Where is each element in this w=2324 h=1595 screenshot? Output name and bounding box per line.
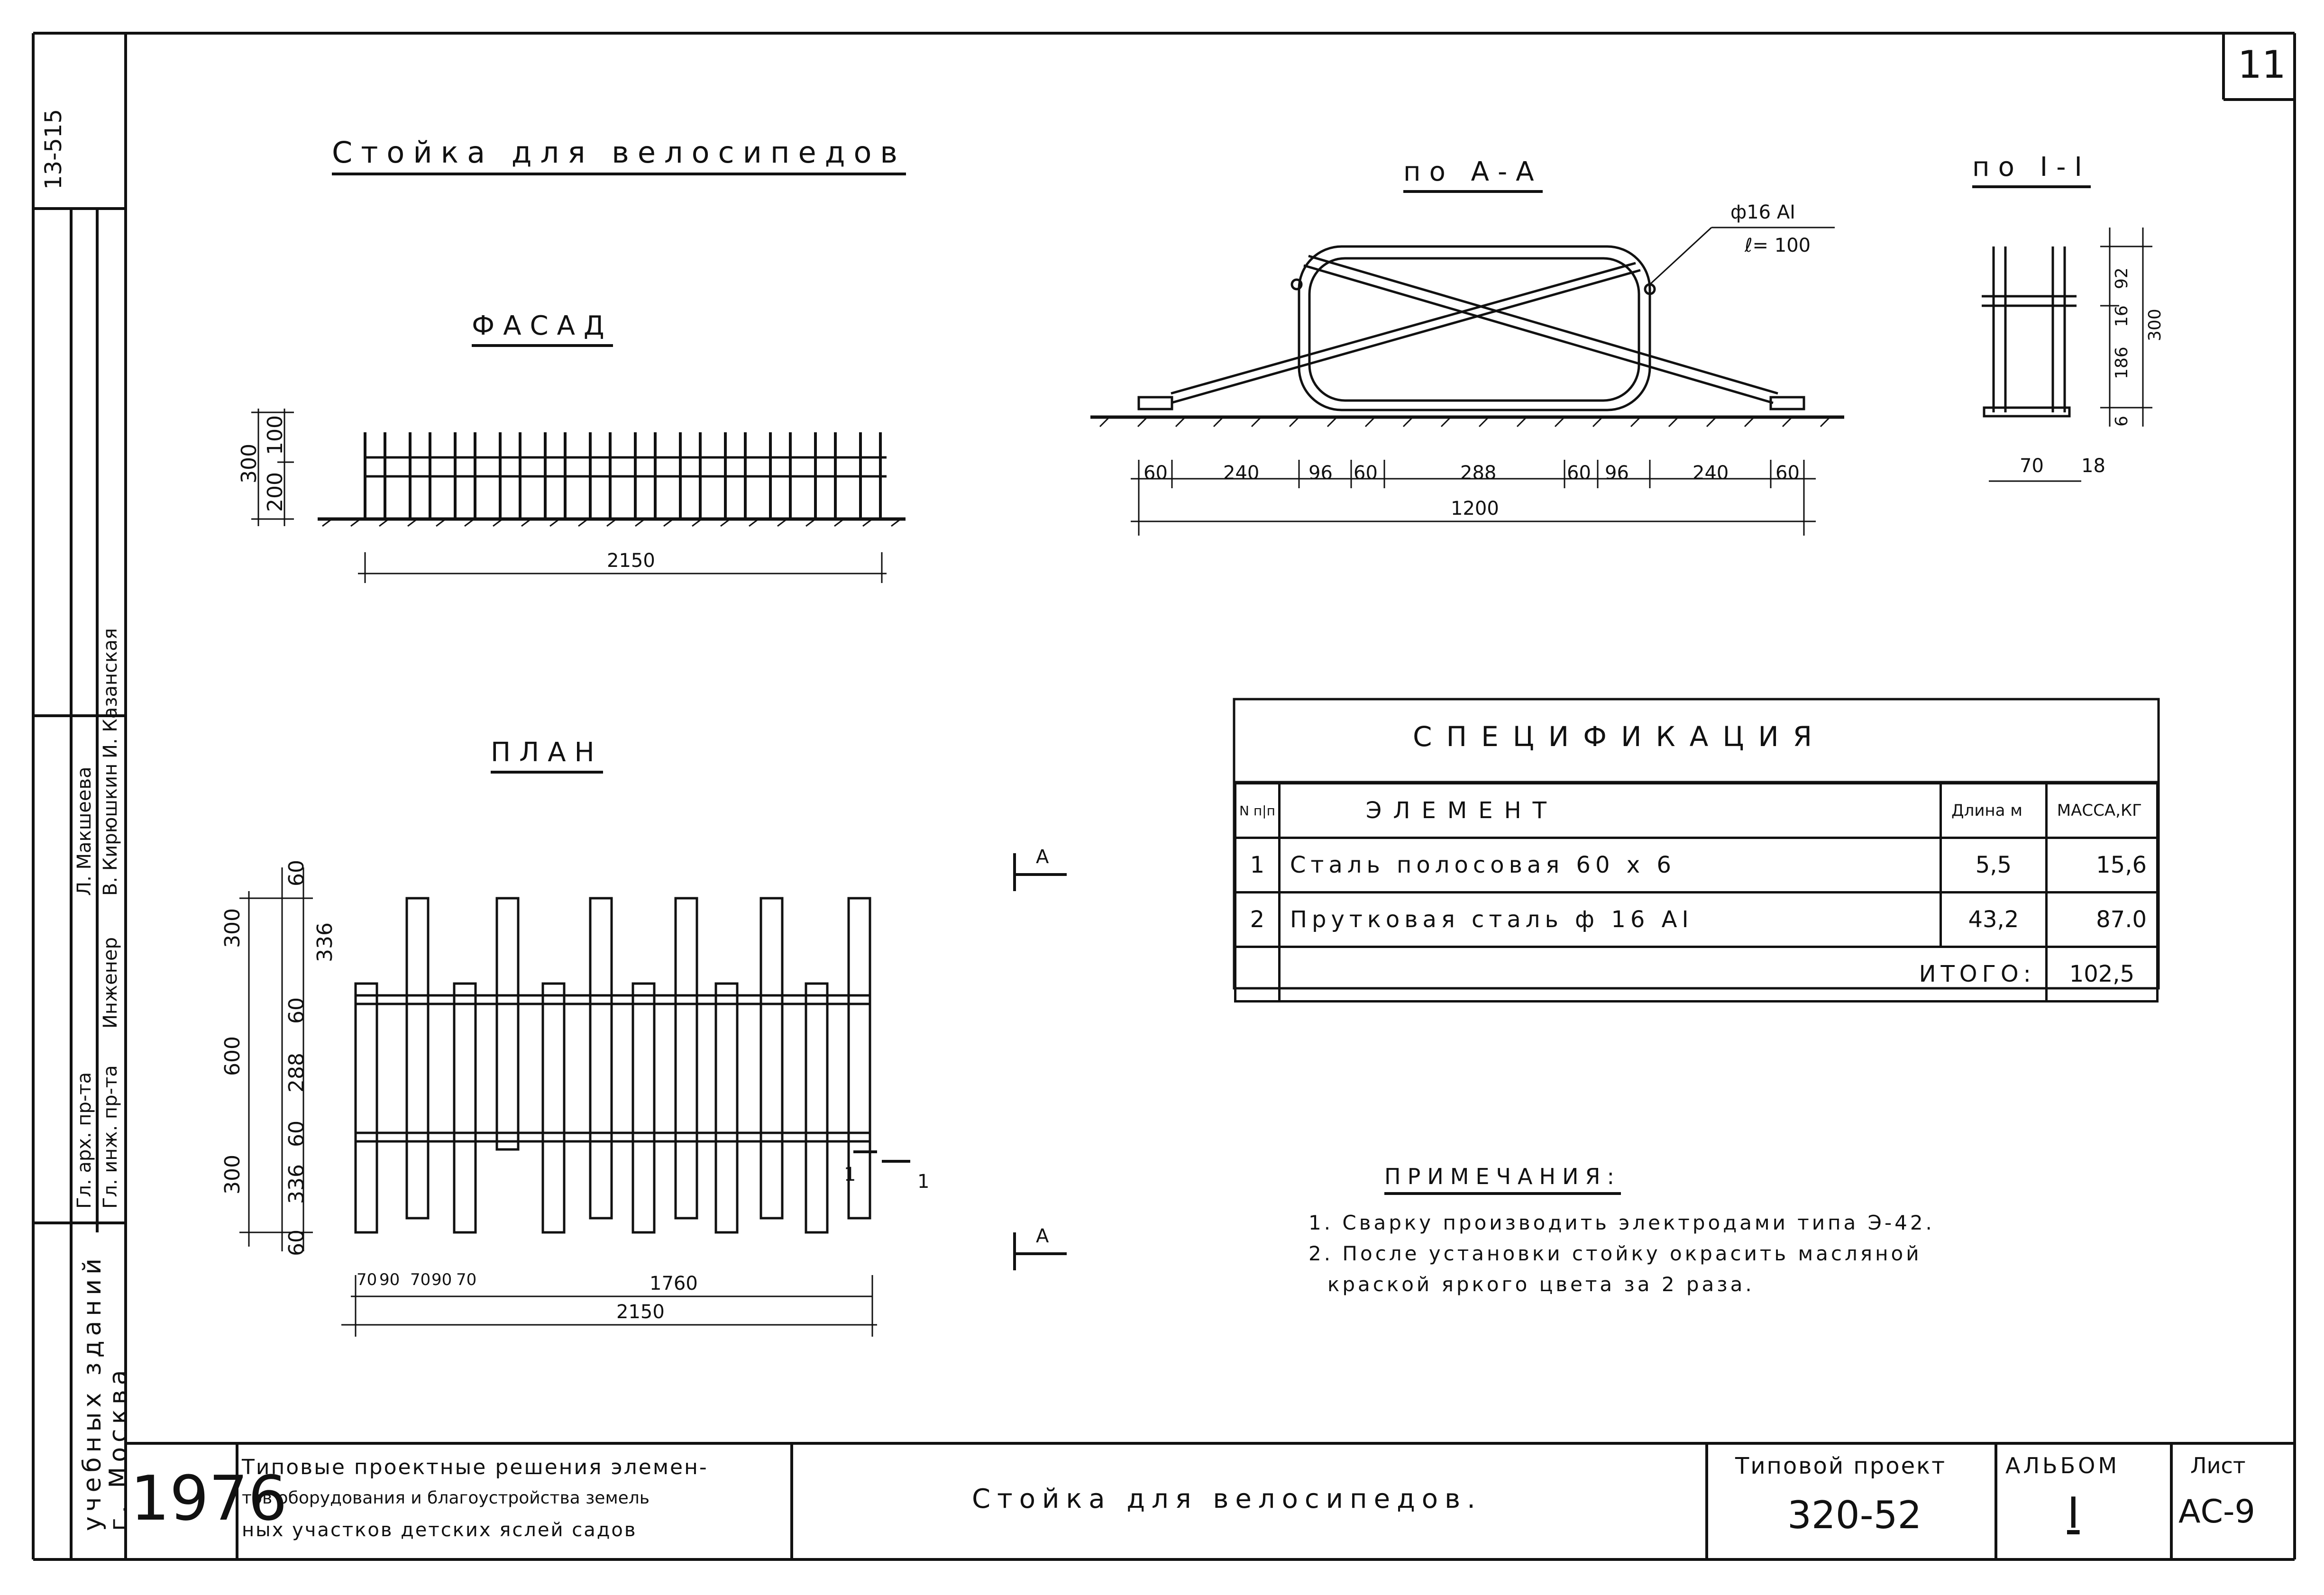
title-desc-line3: ных участков детских яслей садов [242,1519,637,1541]
side-role-1: Гл. арх. пр-та [73,1072,95,1209]
spec-row2-length: 43,2 [1941,893,2047,947]
spec-total-value: 102,5 [2046,947,2157,1002]
aa-dim-seg-2: 240 [1223,462,1260,484]
aa-dim-seg-5: 288 [1460,462,1497,484]
title-album-number: I [2067,1488,2080,1538]
side-org-line2: г. Москва [104,1365,133,1531]
title-year: 1976 [130,1462,287,1534]
side-name-3: И. Казанская [100,628,121,758]
spec-row1-element: Сталь полосовая 60 х 6 [1279,838,1940,893]
plan-dim-60-c: 60 [284,1121,309,1147]
title-project-number: 320-52 [1787,1493,1922,1537]
spec-title: СПЕЦИФИКАЦИЯ [1413,720,1827,753]
facade-dim-100: 100 [263,415,287,455]
rod-callout-line2: ℓ= 100 [1745,235,1811,256]
notes-title: ПРИМЕЧАНИЯ: [1384,1164,1621,1195]
ii-dim-92: 92 [2112,267,2132,289]
spec-header-element: ЭЛЕМЕНТ [1279,784,1940,838]
side-name-2: В. Кирюшкин [100,763,121,896]
plan-dim-300-top: 300 [220,908,245,948]
spec-row2-mass: 87.0 [2046,893,2157,947]
aa-dim-seg-3: 96 [1308,462,1333,484]
plan-dim-600: 600 [220,1036,245,1076]
spec-row1-length: 5,5 [1941,838,2047,893]
plan-title: ПЛАН [491,737,603,774]
section-mark-right: 1 [917,1171,930,1193]
main-title: Стойка для велосипедов [332,135,906,175]
plan-dim-336-b: 336 [284,1164,309,1204]
spec-row1-mass: 15,6 [2046,838,2157,893]
facade-dim-300: 300 [237,444,261,483]
title-sheet-code: АС-9 [2178,1493,2255,1531]
plan-dim-288: 288 [284,1053,309,1093]
side-role-3: Инженер [100,937,121,1029]
spec-table [1234,782,2159,1003]
ii-dim-16: 16 [2112,305,2132,327]
plan-dim-1760: 1760 [650,1273,698,1294]
facade-dim-200: 200 [263,472,287,512]
facade-dim-total: 2150 [607,550,655,572]
note-3: краской яркого цвета за 2 раза. [1327,1273,1755,1296]
plan-dim-90-a: 90 [379,1270,400,1289]
plan-dim-60-a: 60 [284,860,309,886]
title-album-label: АЛЬБОМ [2005,1453,2120,1478]
ii-dim-300: 300 [2145,309,2165,341]
spec-total-row [1235,947,2158,1002]
plan-dim-60-b: 60 [284,997,309,1024]
plan-dim-60-d: 60 [284,1230,309,1256]
title-sheet-label: Лист [2190,1453,2246,1478]
spec-row2-num: 2 [1235,893,1280,947]
section-mark-left: 1 [844,1164,856,1185]
table-row [1235,838,2158,893]
title-desc-line2: тов оборудования и благоустройства земель [242,1488,650,1508]
spec-header-row [1235,784,2158,838]
sheet-number: 11 [2238,43,2286,87]
ii-dim-186: 186 [2112,346,2132,379]
note-1: 1. Сварку производить электродами типа Э-42. [1308,1211,1935,1234]
spec-header-num: N п|п [1235,784,1280,838]
plan-dim-336-a: 336 [313,922,337,962]
aa-dim-seg-9: 60 [1775,462,1800,484]
table-row [1235,893,2158,947]
rod-callout-line1: ф16 АI [1730,201,1795,223]
spec-header-length: Длина м [1941,784,2047,838]
plan-dim-300-bottom: 300 [220,1155,245,1194]
cut-mark-bottom: А [1036,1225,1049,1247]
ii-dim-70: 70 [2020,455,2044,477]
title-drawing-name: Стойка для велосипедов. [972,1484,1482,1514]
aa-dim-total: 1200 [1451,498,1499,520]
aa-dim-seg-8: 240 [1693,462,1729,484]
side-code: 13-515 [40,109,67,190]
plan-dim-70-c: 70 [456,1270,477,1289]
section-aa-title: по А-А [1403,156,1543,193]
cut-mark-top: А [1036,846,1049,868]
plan-dim-total: 2150 [616,1301,665,1323]
title-project-label: Типовой проект [1735,1453,1947,1479]
aa-dim-seg-1: 60 [1144,462,1168,484]
plan-dim-70-b: 70 [410,1270,431,1289]
section-11-title: по I-I [1972,152,2091,188]
spec-header-mass: МАССА,КГ [2046,784,2157,838]
aa-dim-seg-7: 96 [1605,462,1629,484]
side-role-2: Гл. инж. пр-та [100,1065,121,1209]
aa-dim-seg-4: 60 [1354,462,1378,484]
title-desc-line1: Типовые проектные решения элемен- [242,1455,708,1479]
plan-dim-70-a: 70 [357,1270,377,1289]
spec-row2-element: Прутковая сталь ф 16 АI [1279,893,1940,947]
spec-total-label: ИТОГО: [1279,947,2046,1002]
aa-dim-seg-6: 60 [1567,462,1591,484]
facade-title: ФАСАД [472,310,613,347]
ii-dim-18: 18 [2081,455,2105,477]
side-name-1: Л. Макшеева [73,766,95,896]
ii-dim-6: 6 [2112,416,2132,427]
plan-dim-90-b: 90 [431,1270,452,1289]
note-2: 2. После установки стойку окрасить масляной [1308,1242,1922,1265]
side-org-line1: учебных зданий [78,1254,107,1531]
spec-row1-num: 1 [1235,838,1280,893]
